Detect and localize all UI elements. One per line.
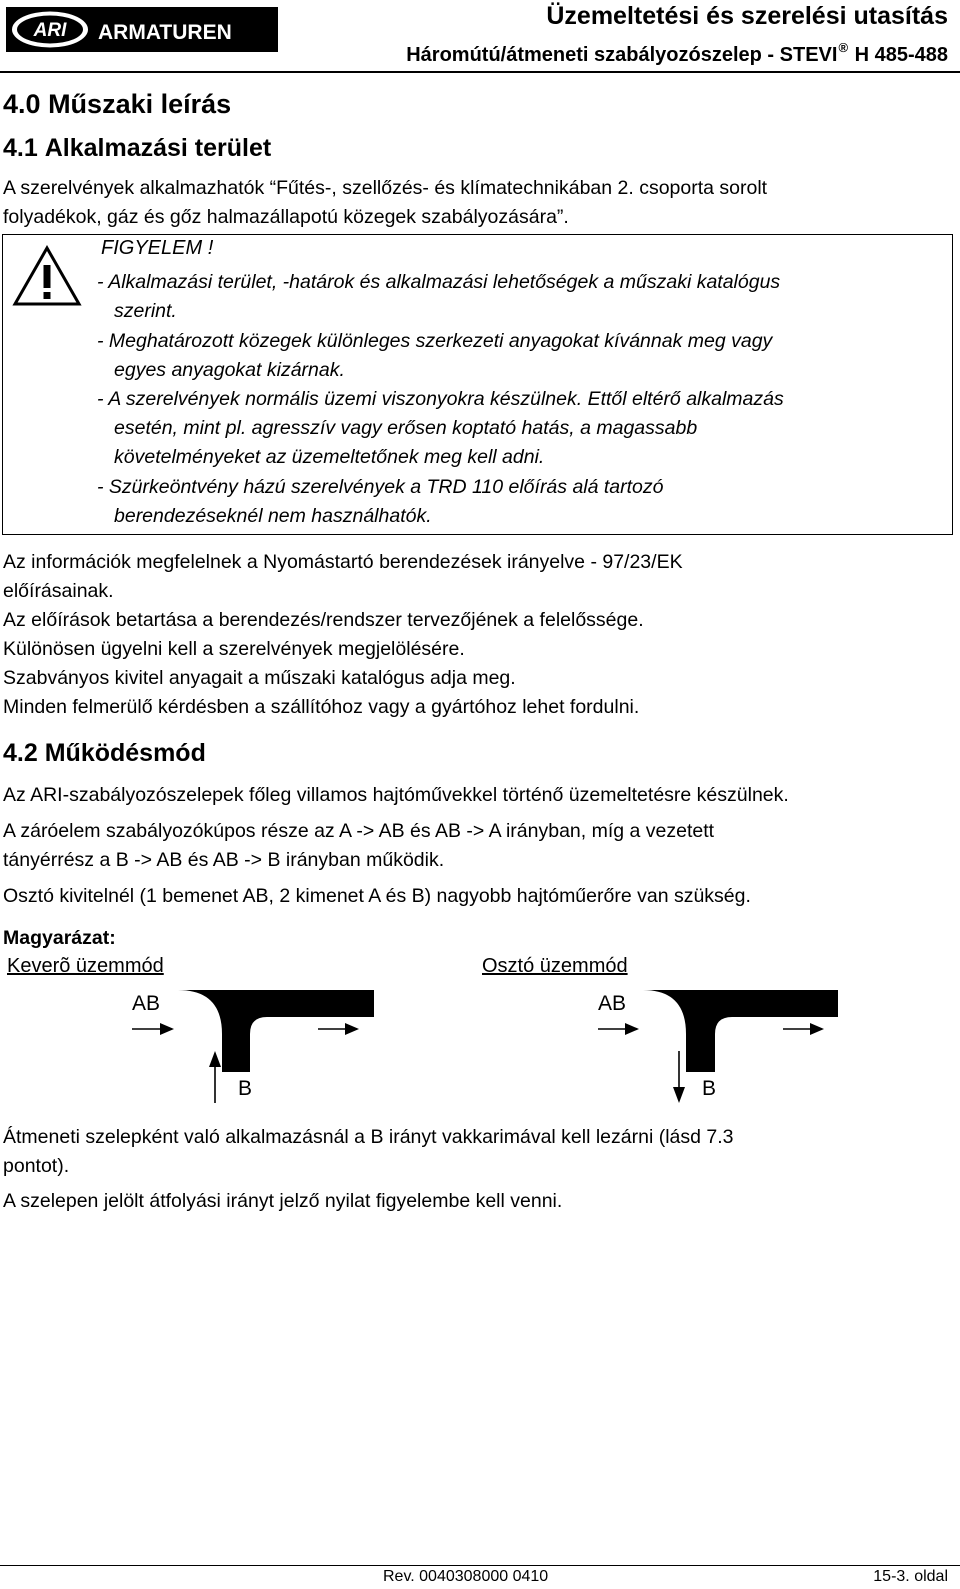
warning-item: - Alkalmazási terület, -határok és alkalmazási lehetőségek a műszaki katalógus szerint.: [97, 271, 781, 322]
mixing-label-ab: AB: [132, 992, 161, 1015]
intro-line: folyadékok, gáz és gőz halmazállapotú közegek szabályozására”.: [3, 206, 569, 228]
info-line: Szabványos kivitel anyagait a műszaki katalógus adja meg.: [3, 667, 516, 689]
legend-title: Magyarázat:: [3, 927, 116, 949]
operation-paragraph-3: Osztó kivitelnél (1 bemenet AB, 2 kimenet A és B) nagyobb hajtóműerőre van szükség.: [3, 885, 751, 907]
diverting-a-arrowhead: [810, 1023, 824, 1035]
registered-mark: ®: [838, 40, 849, 55]
operation-paragraph-2: A záróelem szabályozókúpos része az A -> AB és AB -> A irányban, míg a vezetett tányérrész a B -> AB és AB -> B irányban működik.: [3, 820, 715, 871]
mixing-valve-body: [178, 990, 374, 1072]
flow-diagrams: [0, 985, 960, 1115]
section-4-0-heading: 4.0 Műszaki leírás: [3, 89, 232, 119]
mixing-label-b: B: [238, 1077, 253, 1100]
warning-item: - Meghatározott közegek különleges szerkezeti anyagokat kívánnak meg vagy egyes anyagokat kizárnak.: [97, 330, 773, 381]
info-line: Különösen ügyelni kell a szerelvények megjelölésére.: [3, 638, 465, 660]
info-line: Az információk megfelelnek a Nyomástartó berendezések irányelve - 97/23/EK: [3, 551, 683, 573]
diverting-ab-arrowhead: [625, 1023, 639, 1035]
intro-line: A szerelvények alkalmazhatók “Fűtés-, szellőzés- és klímatechnikában 2. csoporta sorolt: [3, 177, 768, 199]
diverting-label-ab: AB: [598, 992, 627, 1015]
diverting-label-b: B: [702, 1077, 717, 1100]
warning-triangle-icon: [12, 245, 82, 307]
info-line: Minden felmerülő kérdésben a szállítóhoz vagy a gyártóhoz lehet fordulni.: [3, 696, 640, 718]
mixing-diagram: [132, 990, 374, 1103]
diverting-diagram: [598, 990, 838, 1103]
section-4-1-heading: 4.1 Alkalmazási terület: [3, 134, 272, 162]
svg-text:ARI: ARI: [33, 20, 67, 41]
info-line: előírásainak.: [3, 580, 114, 602]
section-4-2-heading: 4.2 Működésmód: [3, 739, 206, 767]
operation-paragraph-1: Az ARI-szabályozószelepek főleg villamos hajtóművekkel történő üzemeltetésre készülnek.: [3, 784, 789, 806]
subtitle-product: Háromútú/átmeneti szabályozószelep - STEVI: [406, 44, 838, 66]
footer-revision: Rev. 0040308000 0410: [383, 1568, 549, 1585]
warning-item: - Szürkeöntvény házú szerelvények a TRD 110 előírás alá tartozó berendezéseknél nem használhatók.: [97, 476, 664, 527]
footer-divider: [0, 1565, 960, 1566]
ari-armaturen-logo: [6, 7, 278, 52]
document-title: Üzemeltetési és szerelési utasítás: [546, 2, 948, 30]
section-4-1-intro: [3, 174, 767, 232]
mixing-a-arrowhead: [345, 1023, 359, 1035]
info-paragraphs: [3, 548, 683, 722]
info-line: Az előírások betartása a berendezés/rendszer tervezőjének a felelőssége.: [3, 609, 644, 631]
warning-item: - A szerelvények normális üzemi viszonyokra készülnek. Ettől eltérő alkalmazás esetén, mint pl. agresszív vagy erősen koptató hatás, a magassabb követelményeket az üzemeltetőnek meg kell adni.: [97, 388, 784, 468]
diverting-valve-body: [643, 990, 838, 1072]
mixing-b-arrowhead: [209, 1051, 221, 1067]
warning-title: FIGYELEM !: [101, 237, 214, 259]
document-subtitle: [406, 40, 948, 67]
closing-paragraph-1: Átmeneti szelepként való alkalmazásnál a B irányt vakkarimával kell lezárni (lásd 7.3 pontot).: [3, 1126, 734, 1177]
diverting-mode-title: Osztó üzemmód: [482, 955, 628, 977]
footer-page-number: 15-3. oldal: [873, 1568, 948, 1585]
mixing-ab-arrowhead: [160, 1023, 174, 1035]
mixing-mode-title: Keverõ üzemmód: [7, 955, 164, 977]
diverting-b-arrowhead: [673, 1087, 685, 1103]
svg-text:ARMATUREN: ARMATUREN: [98, 21, 232, 44]
closing-paragraph-2: A szelepen jelölt átfolyási irányt jelző nyilat figyelembe kell venni.: [3, 1190, 563, 1212]
header-divider: [0, 71, 960, 73]
subtitle-model: H 485-488: [854, 44, 948, 66]
